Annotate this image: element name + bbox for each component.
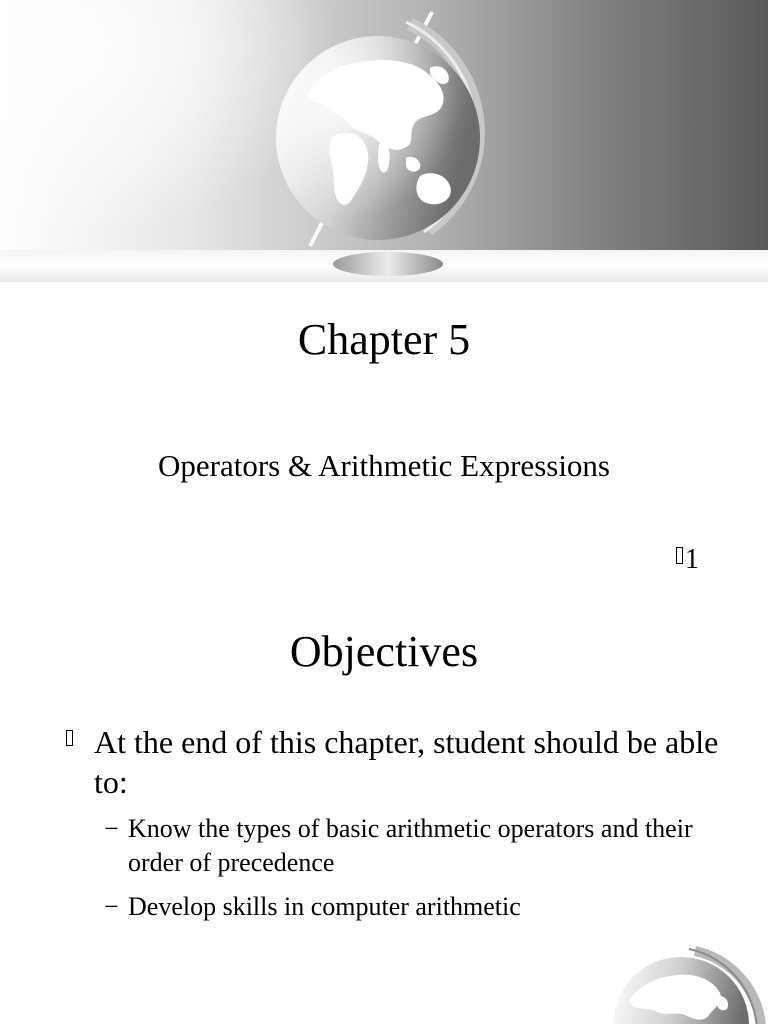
missing-glyph-icon <box>676 547 683 564</box>
globe-stand-base <box>333 252 443 276</box>
objective-bullet: At the end of this chapter, student should be able to: <box>94 724 719 800</box>
dash-marker: − <box>104 892 119 921</box>
dash-marker: − <box>104 814 119 843</box>
chapter-title: Chapter 5 <box>297 315 471 364</box>
bullet-icon <box>66 730 73 746</box>
sub-item-text: Know the types of basic arithmetic operators and their order of precedence <box>128 814 693 877</box>
slide-number-value: 1 <box>685 544 699 575</box>
objective-sub-item <box>104 890 704 924</box>
sub-item-text: Develop skills in computer arithmetic <box>128 892 521 921</box>
objectives-title: Objectives <box>289 627 479 676</box>
slide-number <box>676 542 699 578</box>
globe-icon <box>270 8 510 280</box>
objective-sub-item <box>104 812 704 880</box>
corner-globe-icon <box>595 945 768 1024</box>
chapter-subtitle: Operators & Arithmetic Expressions <box>158 448 610 483</box>
